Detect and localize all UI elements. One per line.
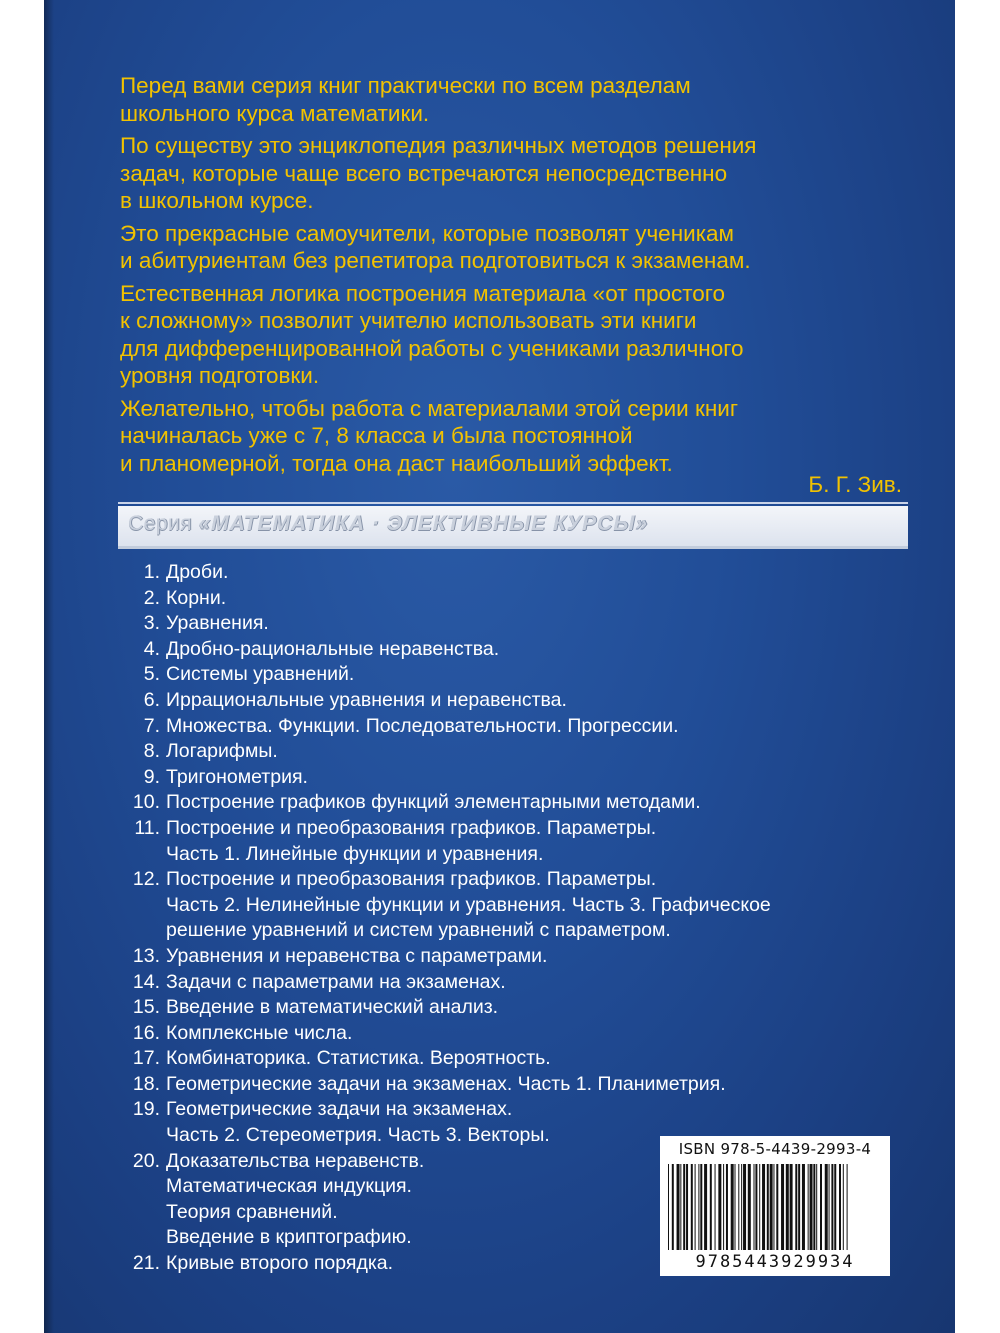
intro-paragraph: Это прекрасные самоучители, которые позволят ученикам и абитуриентам без репетитора подготовиться к экзаменам.	[120, 220, 751, 273]
isbn-label: ISBN 978-5-4439-2993-4	[678, 1140, 872, 1158]
barcode-bar	[695, 1164, 696, 1250]
barcode-bar	[808, 1164, 809, 1250]
barcode-bar	[813, 1164, 815, 1250]
barcode-bar	[825, 1164, 828, 1250]
intro-text	[120, 72, 900, 482]
barcode-bar	[710, 1164, 712, 1250]
barcode-bar	[770, 1164, 773, 1250]
spine-shadow	[44, 0, 54, 1333]
list-item	[110, 688, 910, 714]
list-item-title: Доказательства неравенств. Математическая индукция. Теория сравнений. Введение в криптографию.	[166, 1149, 425, 1249]
barcode-bar	[691, 1164, 693, 1250]
list-item-title: Дробно-рациональные неравенства.	[166, 637, 500, 660]
list-item-title: Введение в математический анализ.	[166, 996, 499, 1019]
intro-paragraph: Перед вами серия книг практически по всем разделам школьного курса математики.	[120, 73, 691, 126]
list-item-title: Уравнения и неравенства с параметрами.	[166, 944, 548, 967]
author-signature: Б. Г. Зив.	[808, 472, 902, 497]
list-item	[110, 765, 910, 791]
barcode-bar	[810, 1164, 813, 1250]
list-item-title: Геометрические задачи на экзаменах. Часть 1. Планиметрия.	[166, 1072, 726, 1095]
list-item-number: 16.	[132, 1021, 160, 1044]
list-item-number: 14.	[132, 970, 160, 993]
list-item-number: 12.	[132, 868, 160, 891]
barcode-bar	[668, 1164, 669, 1250]
list-item-number: 19.	[132, 1098, 160, 1121]
list-item-title: Построение и преобразования графиков. Параметры. Часть 1. Линейные функции и уравнения.	[166, 816, 657, 865]
barcode-bar	[802, 1164, 805, 1250]
barcode-bar	[683, 1164, 685, 1250]
intro-paragraph: Естественная логика построения материала «от простого к сложному» позволит учителю использовать эти книги для дифференцированной работы с учениками различного уровня подготовки.	[120, 280, 744, 388]
barcode-bar	[829, 1164, 830, 1250]
barcode-bar	[820, 1164, 822, 1250]
list-item-number: 10.	[132, 791, 160, 814]
list-item	[110, 790, 910, 816]
list-item-number: 5.	[143, 663, 160, 686]
barcode-bar	[843, 1164, 844, 1250]
barcode-bar	[672, 1164, 674, 1250]
list-item-title: Кривые второго порядка.	[166, 1252, 394, 1275]
barcode-bar	[698, 1164, 699, 1250]
barcode-bar	[686, 1164, 688, 1250]
barcode-bar	[759, 1164, 760, 1250]
barcode-bar	[773, 1164, 774, 1250]
list-item	[110, 1046, 910, 1072]
barcode-bar	[762, 1164, 765, 1250]
barcode-bar	[798, 1164, 800, 1250]
list-item-title: Множества. Функции. Последовательности. Прогрессии.	[166, 714, 679, 737]
intro-paragraph: Желательно, чтобы работа с материалами этой серии книг начиналась уже с 7, 8 класса и была постоянной и планомерной, тогда она даст наибольший эффект.	[120, 395, 739, 476]
barcode-bar	[839, 1164, 841, 1250]
list-item-title: Построение и преобразования графиков. Параметры. Часть 2. Нелинейные функции и уравнения. Часть 3. Графическое решение уравнений и систем уравнений с параметром.	[166, 868, 771, 942]
list-item	[110, 1072, 910, 1098]
barcode-bar	[743, 1164, 746, 1250]
list-item	[110, 739, 910, 765]
barcode-bar	[754, 1164, 755, 1250]
list-item-number: 18.	[132, 1072, 160, 1095]
list-item-number: 13.	[132, 944, 160, 967]
list-item-title: Системы уравнений.	[166, 663, 355, 686]
barcode-bar	[680, 1164, 681, 1250]
list-item	[110, 637, 910, 663]
list-item	[110, 714, 910, 740]
list-item	[110, 586, 910, 612]
list-item-number: 8.	[143, 740, 160, 763]
barcode-bar	[847, 1164, 848, 1250]
list-item-title: Уравнения.	[166, 612, 269, 635]
list-item-number: 2.	[143, 586, 160, 609]
list-item-title: Логарифмы.	[166, 740, 278, 763]
list-item-number: 3.	[143, 612, 160, 635]
barcode	[660, 1136, 890, 1276]
barcode-bar	[776, 1164, 778, 1250]
barcode-bar	[704, 1164, 707, 1250]
barcode-bar	[677, 1164, 680, 1250]
list-item	[110, 867, 910, 944]
barcode-bar	[715, 1164, 716, 1250]
list-item-title: Задачи с параметрами на экзаменах.	[166, 970, 506, 993]
list-item-number: 11.	[134, 816, 160, 839]
barcode-bar	[834, 1164, 836, 1250]
list-item	[110, 995, 910, 1021]
list-item-number: 17.	[132, 1047, 160, 1070]
list-item-title: Иррациональные уравнения и неравенства.	[166, 688, 567, 711]
list-item-number: 1.	[143, 561, 160, 583]
barcode-bars	[666, 1164, 884, 1250]
barcode-bar	[735, 1164, 736, 1250]
list-item-title: Корни.	[166, 586, 227, 609]
list-item-title: Комбинаторика. Статистика. Вероятность.	[166, 1047, 551, 1070]
divider	[118, 502, 908, 504]
barcode-bar	[786, 1164, 789, 1250]
barcode-bar	[738, 1164, 739, 1250]
barcode-bar	[723, 1164, 724, 1250]
series-name: «МАТЕМАТИКА · ЭЛЕКТИВНЫЕ КУРСЫ»	[198, 512, 648, 535]
barcode-digits: 9785443929934	[695, 1252, 855, 1272]
barcode-bar	[781, 1164, 784, 1250]
list-item-title: Тригонометрия.	[166, 765, 308, 788]
list-item	[110, 662, 910, 688]
list-item-title: Геометрические задачи на экзаменах. Часть 2. Стереометрия. Часть 3. Векторы.	[166, 1098, 550, 1147]
list-item-number: 4.	[143, 637, 160, 660]
barcode-bar	[755, 1164, 757, 1250]
series-prefix: Серия	[128, 512, 193, 535]
barcode-bar	[816, 1164, 817, 1250]
list-item-number: 20.	[132, 1149, 160, 1172]
barcode-bar	[795, 1164, 797, 1250]
list-item	[110, 1021, 910, 1047]
barcode-bar	[731, 1164, 734, 1250]
list-item-title: Построение графиков функций элементарными методами.	[166, 791, 701, 814]
list-item	[110, 611, 910, 637]
list-item	[110, 944, 910, 970]
intro-paragraph: По существу это энциклопедия различных методов решения задач, которые чаще всего встречаются непосредственно в школьном курсе.	[120, 133, 757, 213]
list-item-number: 15.	[132, 996, 160, 1019]
list-item	[110, 560, 910, 586]
list-item-number: 6.	[143, 688, 160, 711]
barcode-bar	[790, 1164, 793, 1250]
list-item-title: Дроби.	[166, 561, 229, 583]
barcode-bar	[718, 1164, 721, 1250]
barcode-bar	[767, 1164, 769, 1250]
barcode-bar	[726, 1164, 728, 1250]
barcode-bar	[831, 1164, 833, 1250]
list-item-title: Комплексные числа.	[166, 1021, 353, 1044]
barcode-bar	[741, 1164, 742, 1250]
barcode-bar	[700, 1164, 702, 1250]
list-item-number: 7.	[143, 714, 160, 737]
list-item	[110, 816, 910, 867]
list-item	[110, 970, 910, 996]
list-item-number: 9.	[143, 765, 160, 788]
list-item-number: 21.	[132, 1252, 160, 1275]
series-title	[128, 512, 648, 536]
barcode-bar	[748, 1164, 751, 1250]
